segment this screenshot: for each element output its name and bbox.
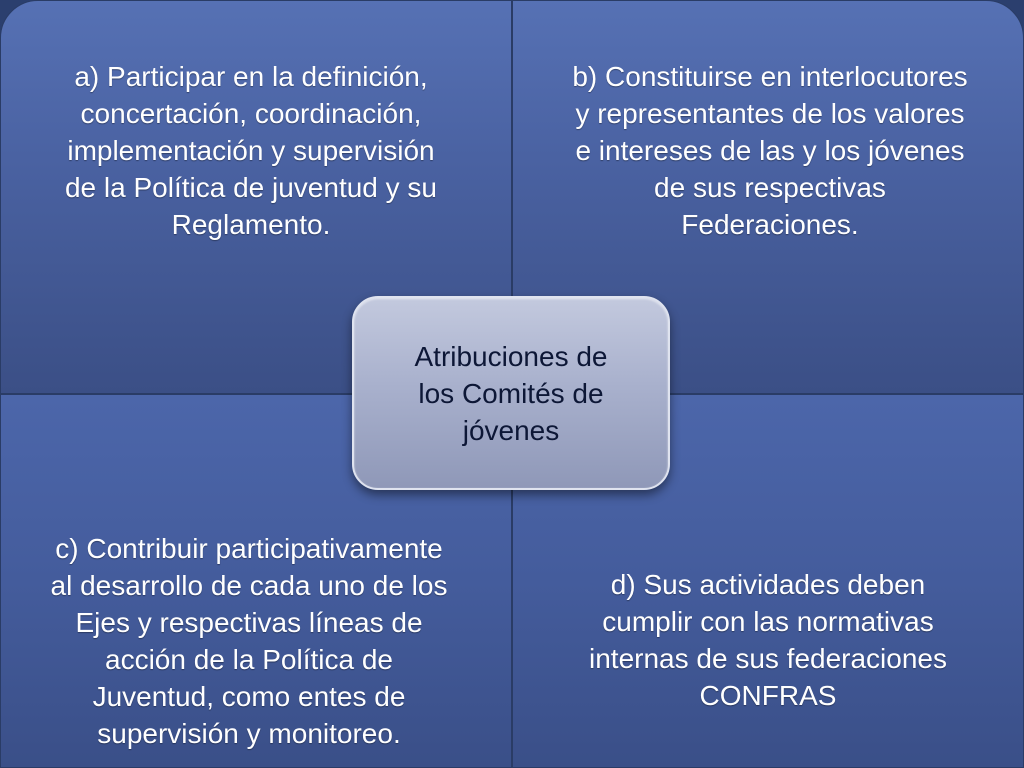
quadrant-c-text [51,530,448,752]
quadrant-b-line: b) Constituirse en interlocutores [572,61,968,92]
quadrant-c-line: Juventud, como entes de [92,681,406,712]
quadrant-c-line: Ejes y respectivas líneas de [75,607,423,638]
center-title-line: jóvenes [462,414,560,446]
quadrant-d-text [589,566,947,714]
quadrant-a-line: implementación y supervisión [67,135,435,166]
quadrant-d-line: cumplir con las normativas [602,606,934,637]
quadrant-c-line: supervisión y monitoreo. [97,718,401,749]
quadrant-d-line: CONFRAS [699,680,837,711]
quadrant-b-line: e intereses de las y los jóvenes [575,135,965,166]
quadrant-c-line: al desarrollo de cada uno de los [50,570,448,601]
quadrant-a-line: de la Política de juventud y su [64,172,437,203]
center-title [414,338,607,449]
center-title-box [352,296,670,490]
quadrant-a-line: a) Participar en la definición, [74,61,428,92]
quadrant-b-line: de sus respectivas [654,172,886,203]
quadrant-a-line: Reglamento. [171,209,331,240]
quadrant-d-line: internas de sus federaciones [589,643,947,674]
quadrant-c-line: c) Contribuir participativamente [55,533,443,564]
center-title-line: los Comités de [418,377,604,409]
quadrant-b-text [572,58,967,243]
quadrant-b-line: Federaciones. [681,209,859,240]
quadrant-d-line: d) Sus actividades deben [610,569,926,600]
center-title-line: Atribuciones de [414,340,608,372]
quadrant-a-line: concertación, coordinación, [80,98,422,129]
quadrant-a-text [65,58,437,243]
quadrant-c-line: acción de la Política de [105,644,393,675]
quadrant-b-line: y representantes de los valores [575,98,965,129]
